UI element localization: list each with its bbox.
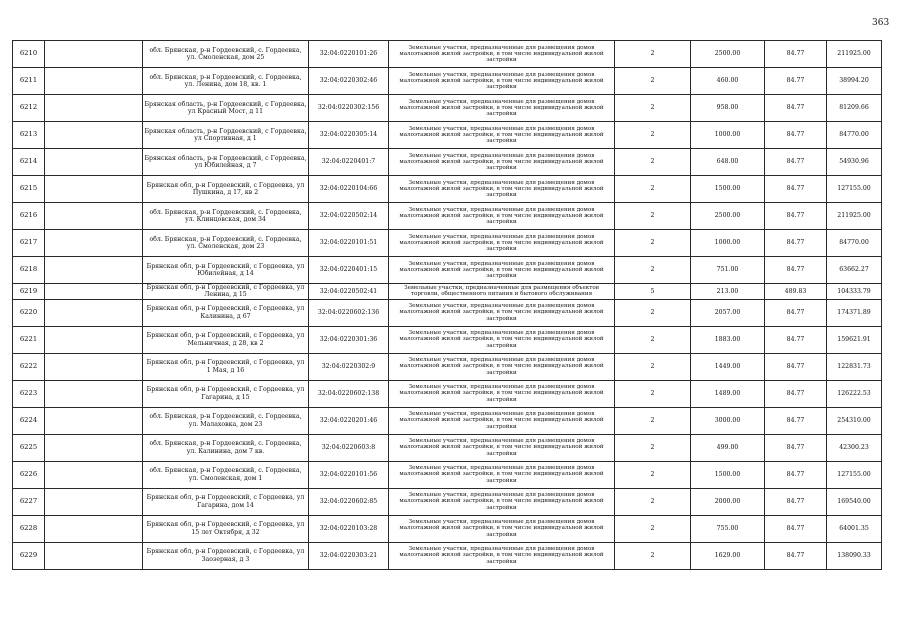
empty-cell [45,380,143,407]
row-number-cell: 6229 [13,542,45,569]
land-use-cell: Земельные участки, предназначенные для размещения домов малоэтажной жилой застройки, в том числе индивидуальной жилой застройки [389,515,615,542]
cadastral-value-cell: 81209.66 [827,95,882,122]
row-number-cell: 6211 [13,68,45,95]
table-row [13,407,882,434]
cadastral-number-cell: 32:04:0220302:156 [309,95,389,122]
empty-cell [45,68,143,95]
empty-cell [45,203,143,230]
empty-cell [45,353,143,380]
empty-cell [45,149,143,176]
cadastral-value-cell: 122831.73 [827,353,882,380]
land-use-cell: Земельные участки, предназначенные для размещения домов малоэтажной жилой застройки, в том числе индивидуальной жилой застройки [389,149,615,176]
group-cell: 2 [615,461,691,488]
area-cell: 3000.00 [691,407,765,434]
rate-cell: 84.77 [765,230,827,257]
area-cell: 1500.00 [691,176,765,203]
table-row [13,434,882,461]
address-cell: Брянская обл, р-н Гордеевский, с Гордеевка, ул Калинина, д 67 [143,299,309,326]
cadastral-number-cell: 32:04:0220201:46 [309,407,389,434]
group-cell: 2 [615,434,691,461]
empty-cell [45,326,143,353]
empty-cell [45,41,143,68]
row-number-cell: 6210 [13,41,45,68]
cadastral-value-cell: 84770.00 [827,230,882,257]
cadastral-value-cell: 54930.96 [827,149,882,176]
cadastral-value-cell: 254310.00 [827,407,882,434]
address-cell: обл. Брянская, р-н Гордеевский, с. Гордеевка, ул. Смоленская, дом 23 [143,230,309,257]
address-cell: Брянская обл, р-н Гордеевский, с Гордеевка, ул Юбилейная, д 14 [143,257,309,284]
row-number-cell: 6222 [13,353,45,380]
row-number-cell: 6212 [13,95,45,122]
area-cell: 1000.00 [691,122,765,149]
group-cell: 2 [615,257,691,284]
cadastral-value-cell: 138090.33 [827,542,882,569]
address-cell: Брянская область, р-н Гордеевский, с Гордеевка, ул Красный Мост, д 11 [143,95,309,122]
land-use-cell: Земельные участки, предназначенные для размещения домов малоэтажной жилой застройки, в том числе индивидуальной жилой застройки [389,542,615,569]
table-row [13,542,882,569]
row-number-cell: 6227 [13,488,45,515]
area-cell: 1449.00 [691,353,765,380]
row-number-cell: 6219 [13,284,45,300]
area-cell: 460.00 [691,68,765,95]
row-number-cell: 6224 [13,407,45,434]
area-cell: 751.00 [691,257,765,284]
cadastral-value-cell: 169540.00 [827,488,882,515]
cadastral-number-cell: 32:04:0220603:8 [309,434,389,461]
rate-cell: 489.83 [765,284,827,300]
group-cell: 2 [615,176,691,203]
cadastral-number-cell: 32:04:0220602:136 [309,299,389,326]
table-row [13,284,882,300]
address-cell: обл. Брянская, р-н Гордеевский, с. Гордеевка, ул. Смоленская, дом 1 [143,461,309,488]
row-number-cell: 6213 [13,122,45,149]
land-use-cell: Земельные участки, предназначенные для размещения домов малоэтажной жилой застройки, в том числе индивидуальной жилой застройки [389,434,615,461]
table-row [13,68,882,95]
address-cell: Брянская обл, р-н Гордеевский, с Гордеевка, ул Гагарина, д 15 [143,380,309,407]
cadastral-number-cell: 32:04:0220602:85 [309,488,389,515]
land-use-cell: Земельные участки, предназначенные для размещения домов малоэтажной жилой застройки, в том числе индивидуальной жилой застройки [389,488,615,515]
rate-cell: 84.77 [765,542,827,569]
rate-cell: 84.77 [765,353,827,380]
land-use-cell: Земельные участки, предназначенные для размещения домов малоэтажной жилой застройки, в том числе индивидуальной жилой застройки [389,68,615,95]
empty-cell [45,122,143,149]
cadastral-number-cell: 32:04:0220401:7 [309,149,389,176]
group-cell: 2 [615,326,691,353]
land-use-cell: Земельные участки, предназначенные для размещения домов малоэтажной жилой застройки, в том числе индивидуальной жилой застройки [389,380,615,407]
group-cell: 2 [615,149,691,176]
cadastral-value-cell: 84770.00 [827,122,882,149]
empty-cell [45,407,143,434]
area-cell: 958.00 [691,95,765,122]
land-registry-table [12,40,882,570]
row-number-cell: 6216 [13,203,45,230]
table-row [13,515,882,542]
rate-cell: 84.77 [765,95,827,122]
table-row [13,176,882,203]
rate-cell: 84.77 [765,326,827,353]
rate-cell: 84.77 [765,176,827,203]
group-cell: 2 [615,68,691,95]
cadastral-number-cell: 32:04:0220502:14 [309,203,389,230]
address-cell: обл. Брянская, р-н Гордеевский, с. Гордеевка, ул. Смоленская, дом 25 [143,41,309,68]
cadastral-value-cell: 174371.89 [827,299,882,326]
cadastral-value-cell: 159621.91 [827,326,882,353]
address-cell: Брянская область, р-н Гордеевский, с Гордеевка, ул Юбилейная, д 7 [143,149,309,176]
table-row [13,488,882,515]
row-number-cell: 6217 [13,230,45,257]
land-use-cell: Земельные участки, предназначенные для размещения домов малоэтажной жилой застройки, в том числе индивидуальной жилой застройки [389,353,615,380]
area-cell: 2500.00 [691,41,765,68]
rate-cell: 84.77 [765,515,827,542]
cadastral-number-cell: 32:04:0220602:138 [309,380,389,407]
rate-cell: 84.77 [765,488,827,515]
rate-cell: 84.77 [765,434,827,461]
area-cell: 213.00 [691,284,765,300]
row-number-cell: 6223 [13,380,45,407]
empty-cell [45,176,143,203]
table-row [13,149,882,176]
land-use-cell: Земельные участки, предназначенные для размещения домов малоэтажной жилой застройки, в том числе индивидуальной жилой застройки [389,95,615,122]
area-cell: 648.00 [691,149,765,176]
address-cell: Брянская обл, р-н Гордеевский, с Гордеевка, ул Ленина, д 15 [143,284,309,300]
row-number-cell: 6220 [13,299,45,326]
land-use-cell: Земельные участки, предназначенные для размещения домов малоэтажной жилой застройки, в том числе индивидуальной жилой застройки [389,176,615,203]
rate-cell: 84.77 [765,407,827,434]
table-row [13,326,882,353]
table-row [13,230,882,257]
land-use-cell: Земельные участки, предназначенные для размещения домов малоэтажной жилой застройки, в том числе индивидуальной жилой застройки [389,41,615,68]
group-cell: 2 [615,122,691,149]
table-row [13,122,882,149]
cadastral-number-cell: 32:04:0220302:9 [309,353,389,380]
group-cell: 2 [615,515,691,542]
empty-cell [45,230,143,257]
group-cell: 2 [615,488,691,515]
table-row [13,299,882,326]
table-body [13,41,882,570]
rate-cell: 84.77 [765,461,827,488]
cadastral-value-cell: 211925.00 [827,41,882,68]
cadastral-number-cell: 32:04:0220104:66 [309,176,389,203]
rate-cell: 84.77 [765,41,827,68]
row-number-cell: 6218 [13,257,45,284]
address-cell: обл. Брянская, р-н Гордеевский, с. Гордеевка, ул. Малаховка, дом 23 [143,407,309,434]
group-cell: 2 [615,230,691,257]
row-number-cell: 6221 [13,326,45,353]
address-cell: Брянская обл, р-н Гордеевский, с Гордеевка, ул 1 Мая, д 16 [143,353,309,380]
empty-cell [45,257,143,284]
cadastral-value-cell: 211925.00 [827,203,882,230]
rate-cell: 84.77 [765,68,827,95]
cadastral-value-cell: 104333.79 [827,284,882,300]
land-use-cell: Земельные участки, предназначенные для размещения домов малоэтажной жилой застройки, в том числе индивидуальной жилой застройки [389,230,615,257]
cadastral-number-cell: 32:04:0220301:36 [309,326,389,353]
area-cell: 499.00 [691,434,765,461]
empty-cell [45,299,143,326]
group-cell: 2 [615,353,691,380]
table-row [13,203,882,230]
area-cell: 1489.00 [691,380,765,407]
cadastral-number-cell: 32:04:0220502:41 [309,284,389,300]
area-cell: 2057.00 [691,299,765,326]
empty-cell [45,488,143,515]
address-cell: обл. Брянская, р-н Гордеевский, с. Гордеевка, ул. Калинина, дом 7 кв. [143,434,309,461]
empty-cell [45,461,143,488]
cadastral-number-cell: 32:04:0220101:26 [309,41,389,68]
empty-cell [45,284,143,300]
table-row [13,257,882,284]
group-cell: 5 [615,284,691,300]
row-number-cell: 6226 [13,461,45,488]
group-cell: 2 [615,41,691,68]
rate-cell: 84.77 [765,122,827,149]
row-number-cell: 6214 [13,149,45,176]
cadastral-number-cell: 32:04:0220101:56 [309,461,389,488]
empty-cell [45,542,143,569]
table-row [13,41,882,68]
group-cell: 2 [615,299,691,326]
land-use-cell: Земельные участки, предназначенные для размещения домов малоэтажной жилой застройки, в том числе индивидуальной жилой застройки [389,122,615,149]
area-cell: 755.00 [691,515,765,542]
address-cell: Брянская обл, р-н Гордеевский, с Гордеевка, ул 15 лет Октября, д 32 [143,515,309,542]
table-row [13,380,882,407]
rate-cell: 84.77 [765,257,827,284]
land-use-cell: Земельные участки, предназначенные для размещения объектов торговли, общественного питания и бытового обслуживания [389,284,615,300]
land-use-cell: Земельные участки, предназначенные для размещения домов малоэтажной жилой застройки, в том числе индивидуальной жилой застройки [389,257,615,284]
cadastral-value-cell: 42300.23 [827,434,882,461]
area-cell: 2500.00 [691,203,765,230]
address-cell: Брянская обл, р-н Гордеевский, с Гордеевка, ул Пушкина, д 17, кв 2 [143,176,309,203]
land-use-cell: Земельные участки, предназначенные для размещения домов малоэтажной жилой застройки, в том числе индивидуальной жилой застройки [389,461,615,488]
table-row [13,353,882,380]
address-cell: Брянская область, р-н Гордеевский, с Гордеевка, ул Спортивная, д 1 [143,122,309,149]
rate-cell: 84.77 [765,299,827,326]
land-use-cell: Земельные участки, предназначенные для размещения домов малоэтажной жилой застройки, в том числе индивидуальной жилой застройки [389,407,615,434]
empty-cell [45,434,143,461]
cadastral-number-cell: 32:04:0220101:51 [309,230,389,257]
empty-cell [45,95,143,122]
address-cell: Брянская обл, р-н Гордеевский, с Гордеевка, ул Заозерная, д 3 [143,542,309,569]
empty-cell [45,515,143,542]
cadastral-number-cell: 32:04:0220401:15 [309,257,389,284]
row-number-cell: 6215 [13,176,45,203]
group-cell: 2 [615,542,691,569]
cadastral-value-cell: 127155.00 [827,176,882,203]
area-cell: 2000.00 [691,488,765,515]
row-number-cell: 6225 [13,434,45,461]
rate-cell: 84.77 [765,149,827,176]
area-cell: 1000.00 [691,230,765,257]
address-cell: Брянская обл, р-н Гордеевский, с Гордеевка, ул Мельничная, д 28, кв 2 [143,326,309,353]
cadastral-value-cell: 127155.00 [827,461,882,488]
address-cell: обл. Брянская, р-н Гордеевский, с. Гордеевка, ул. Клинцовская, дом 34 [143,203,309,230]
land-use-cell: Земельные участки, предназначенные для размещения домов малоэтажной жилой застройки, в том числе индивидуальной жилой застройки [389,299,615,326]
cadastral-number-cell: 32:04:0220305:14 [309,122,389,149]
cadastral-number-cell: 32:04:0220302:46 [309,68,389,95]
area-cell: 1629.00 [691,542,765,569]
cadastral-value-cell: 63662.27 [827,257,882,284]
cadastral-number-cell: 32:04:0220303:21 [309,542,389,569]
land-use-cell: Земельные участки, предназначенные для размещения домов малоэтажной жилой застройки, в том числе индивидуальной жилой застройки [389,203,615,230]
rate-cell: 84.77 [765,203,827,230]
land-use-cell: Земельные участки, предназначенные для размещения домов малоэтажной жилой застройки, в том числе индивидуальной жилой застройки [389,326,615,353]
group-cell: 2 [615,203,691,230]
cadastral-value-cell: 126222.53 [827,380,882,407]
cadastral-value-cell: 38994.20 [827,68,882,95]
area-cell: 1500.00 [691,461,765,488]
area-cell: 1883.00 [691,326,765,353]
cadastral-number-cell: 32:04:0220103:28 [309,515,389,542]
row-number-cell: 6228 [13,515,45,542]
address-cell: Брянская обл, р-н Гордеевский, с Гордеевка, ул Гагарина, дом 14 [143,488,309,515]
group-cell: 2 [615,380,691,407]
table-row [13,461,882,488]
rate-cell: 84.77 [765,380,827,407]
address-cell: обл. Брянская, р-н Гордеевский, с. Гордеевка, ул. Ленина, дом 18, кв. 1 [143,68,309,95]
page-number: 363 [872,18,890,28]
cadastral-value-cell: 64001.35 [827,515,882,542]
group-cell: 2 [615,407,691,434]
group-cell: 2 [615,95,691,122]
table-row [13,95,882,122]
